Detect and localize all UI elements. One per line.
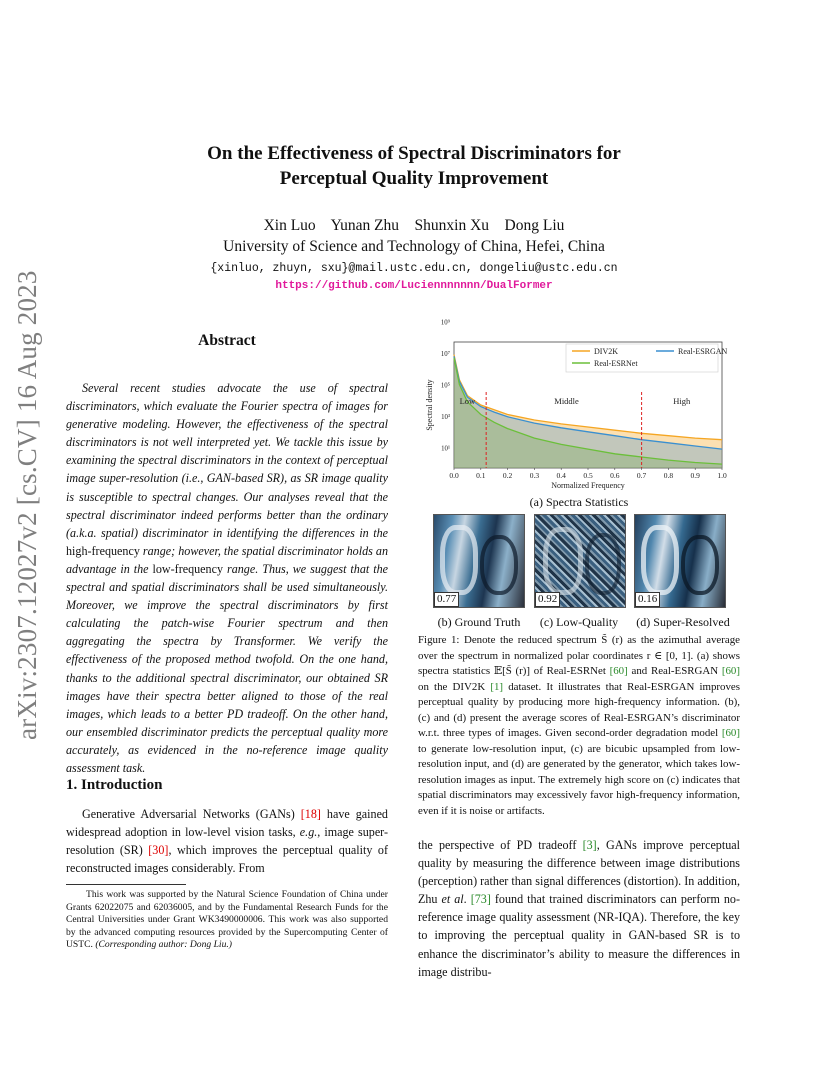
footnote: This work was supported by the Natural Science Foundation of China under Grants 62022075 and 62036005, and by the Fundamental Research Funds for the Central Universities under Grant WK3490000006. This work was also supported by the advanced computing resources provided by the Supercomputing Center of USTC. (Corresponding author: Dong Liu.) (66, 889, 388, 951)
citation-link[interactable]: [60] (721, 665, 741, 677)
paper-title-line1: On the Effectiveness of Spectral Discriminators for (207, 143, 621, 164)
x-tick-label: 0.8 (663, 471, 674, 480)
y-tick-label: 10³ (441, 413, 450, 421)
subcaption-c: (c) Low-Quality (539, 615, 619, 629)
citation-link[interactable]: [18] (300, 807, 321, 821)
citation-link[interactable]: [60] (609, 665, 628, 677)
super-resolved-image (634, 514, 726, 608)
arxiv-identifier: arXiv:2307.12027v2 [cs.CV] 16 Aug 2023 (12, 270, 42, 740)
intro-text: Generative Adversarial Networks (GANs) [18] have gained widespread adoption in low-level vision tasks, e.g., image super-resolution (SR) [30], which improves the perceptual quality of reconstructed images considerably. From (66, 807, 388, 876)
right-column-text: the perspective of PD tradeoff [3], GANs improve perceptual quality by measuring the difference between image distributions (perception) rather than signal differences (distortion). In addition, Zhu et al. [73] found that trained discriminators can perform no-reference image quality assessment (NR-IQA). Therefore, the key to improving the perceptual quality in GAN-based SR is to enhance the discriminator’s ability to measure the differences in image distribu- (418, 838, 740, 979)
x-axis-label: Normalized Frequency (551, 481, 625, 490)
legend-entry: DIV2K (594, 347, 618, 356)
citation-link[interactable]: [3] (582, 838, 597, 852)
github-link[interactable]: https://github.com/Luciennnnnnn/DualFormer (275, 280, 553, 292)
affiliation: University of Science and Technology of China, Hefei, China (223, 238, 605, 255)
x-tick-label: 0.6 (610, 471, 620, 480)
y-tick-label: 10⁷ (440, 350, 450, 358)
citation-link[interactable]: [60] (721, 727, 740, 739)
low-quality-image (534, 514, 626, 608)
citation-link[interactable]: [73] (470, 892, 491, 907)
score-badge: 0.16 (635, 592, 660, 607)
x-tick-label: 0.2 (502, 471, 513, 480)
intro-heading: 1. Introduction (66, 777, 163, 793)
figure-caption: Figure 1: Denote the reduced spectrum S̃ (r) as the azimuthal average over the spectrum in normalized polar coordinates r ∈ [0, 1]. (a) shows spectra statistics 𝔼[S̃ (r)] of Real-ESRNet [60] and Real-ESRGAN [60] on the DIV2K [1] dataset. It illustrates that Real-ESRGAN improves perceptual quality by producing more high-frequency information. (b), (c) and (d) present the average scores of Real-ESRGAN’s discriminator w.r.t. three types of images. Given second-order degradation model [60] to generate low-resolution input, (c) are bicubic upsampled from low-resolution input, and (d) are generated by the generator, which takes low-resolution images as input. The extremely high score on (c) indicates that spatial discriminators may excessively favor high-frequency information, even if it is noise or artifacts. (418, 634, 741, 817)
authors: Xin Luo Yunan Zhu Shunxin Xu Dong Liu (263, 217, 565, 234)
y-axis-label: Spectral density (425, 379, 434, 431)
abstract-heading: Abstract (198, 332, 256, 349)
y-tick-label: 10⁵ (440, 382, 450, 390)
emails: {xinluo, zhuyn, sxu}@mail.ustc.edu.cn, dongeliu@ustc.edu.cn (210, 262, 618, 275)
x-tick-label: 0.9 (690, 471, 700, 480)
region-label-low: Low (459, 396, 476, 406)
x-tick-label: 0.0 (449, 471, 459, 480)
x-tick-label: 0.5 (583, 471, 593, 480)
x-tick-label: 0.1 (476, 471, 486, 480)
abstract-text: Several recent studies advocate the use of spectral discriminators, which evaluate the Fourier spectra of images for generative modeling. However, the effectiveness of the spectral discriminators is not well interpreted yet. We tackle this issue by examining the spectral discriminators in the context of perceptual image super-resolution (i.e., GAN-based SR), as SR image quality is susceptible to spectral changes. Our analyses reveal that the spectral discriminator indeed performs better than the ordinary (a.k.a. spatial) discriminator in identifying the differences in the high-frequency range; however, the spatial discriminator holds an advantage in the low-frequency range. Thus, we suggest that the spectral and spatial discriminators shall be used simultaneously. Moreover, we improve the spectral discriminators by first calculating the patch-wise Fourier spectrum and then aggregating the spectra by Transformer. We verify the effectiveness of the proposed method twofold. On the one hand, thanks to the additional spectral discriminator, our obtained SR images have their spectra better aligned to those of the real images, which leads to a better PD tradeoff. On the other hand, our ensembled discriminator predicts the perceptual quality more accurately, as evidenced in the no-reference image quality assessment task. (66, 381, 388, 775)
legend-entry: Real-ESRNet (594, 359, 638, 368)
x-tick-label: 1.0 (717, 471, 727, 480)
subcaption-a: (a) Spectra Statistics (529, 495, 629, 509)
region-label-high: High (673, 396, 691, 406)
score-badge: 0.92 (535, 592, 560, 607)
x-tick-label: 0.4 (556, 471, 566, 480)
footnote-rule (66, 884, 186, 885)
subcaption-d: (d) Super-Resolved (636, 615, 730, 629)
x-tick-label: 0.3 (529, 471, 540, 480)
y-tick-label: 10¹ (441, 445, 450, 453)
citation-link[interactable]: [1] (490, 680, 504, 693)
region-label-middle: Middle (554, 396, 579, 406)
citation-link[interactable]: [30] (148, 843, 169, 858)
paper-title-line2: Perceptual Quality Improvement (279, 168, 549, 189)
subcaption-b: (b) Ground Truth (437, 615, 521, 629)
legend-entry: Real-ESRGAN (678, 347, 728, 356)
y-tick-label: 10⁹ (440, 319, 450, 327)
x-tick-label: 0.7 (636, 471, 647, 480)
spectra-chart (418, 319, 740, 494)
score-badge: 0.77 (434, 592, 459, 607)
ground-truth-image (433, 514, 525, 608)
